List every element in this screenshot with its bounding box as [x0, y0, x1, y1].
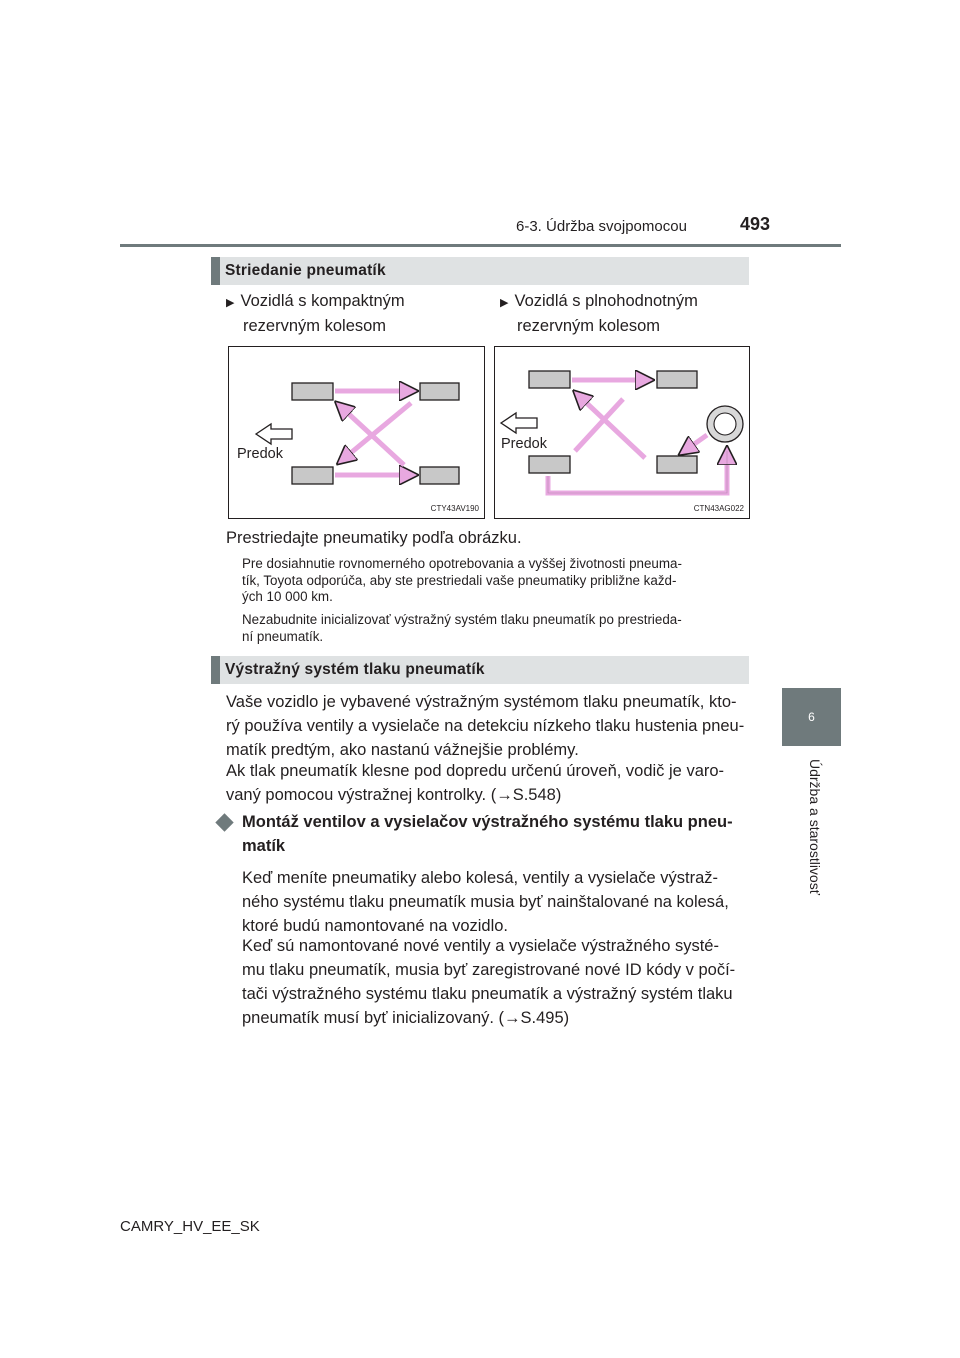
note-line: Nezabudnite inicializovať výstražný systém tlaku pneumatík po prestrieda- — [242, 612, 682, 627]
diagram-front-label: Predok — [501, 436, 547, 452]
tire-rear-right — [657, 456, 697, 473]
text-line: ktoré budú namontované na vozidlo. — [242, 917, 509, 935]
tire-rear-right — [420, 467, 459, 484]
tpms-subheading — [242, 810, 749, 858]
side-tab-number: 6 — [808, 710, 815, 724]
left-column-label-line2: rezervným kolesom — [243, 317, 387, 335]
front-direction-arrow-icon — [501, 413, 537, 433]
tpms-paragraph-1 — [226, 690, 749, 762]
tpms-paragraph-4 — [242, 934, 749, 1030]
text-line: ného systému tlaku pneumatík musia byť nainštalované na kolesá, — [242, 893, 729, 911]
left-column-label — [226, 290, 405, 338]
text-line: mu tlaku pneumatík, musia byť zaregistrované nové ID kódy v počí- — [242, 961, 736, 979]
text-line: tači výstražného systému tlaku pneumatík a výstražný systém tlaku — [242, 985, 733, 1003]
subheading-line: matík — [242, 837, 286, 855]
triangle-bullet-icon: ▶ — [500, 297, 509, 309]
front-direction-arrow-icon — [256, 424, 292, 444]
diagram-front-label: Predok — [237, 446, 283, 462]
tire-front-right — [420, 383, 459, 400]
tpms-paragraph-3 — [242, 866, 749, 938]
footer-code: CAMRY_HV_EE_SK — [120, 1218, 260, 1235]
side-tab-label — [808, 756, 822, 956]
right-column-label-line2: rezervným kolesom — [517, 317, 661, 335]
tire-front-left — [292, 383, 333, 400]
right-column-label — [500, 290, 698, 338]
side-tab — [782, 688, 841, 746]
section-heading-rotation — [211, 257, 749, 285]
note-line: Pre dosiahnutie rovnomerného opotrebovania a vyššej životnosti pneuma- — [242, 556, 682, 571]
note-line: tík, Toyota odporúča, aby ste prestriedali vaše pneumatiky približne každ- — [242, 572, 677, 588]
diagram-code: CTY43AV190 — [430, 504, 479, 513]
rotation-caption: Prestriedajte pneumatiky podľa obrázku. — [226, 529, 522, 547]
rotation-diagram-compact-spare — [228, 346, 485, 519]
rotation-note-2 — [242, 612, 749, 645]
text-line: matík predtým, ako nastanú vážnejšie problémy. — [226, 741, 579, 759]
right-column-label-line1: Vozidlá s plnohodnotným — [514, 292, 698, 310]
text-line: Vaše vozidlo je vybavené výstražným systémom tlaku pneumatík, kto- — [226, 693, 737, 711]
tpms-paragraph-2 — [226, 759, 749, 807]
rotation-diagram-full-svg — [495, 347, 749, 518]
subheading-line: Montáž ventilov a vysielačov výstražného systému tlaku pneu- — [242, 813, 733, 831]
tire-front-left — [529, 371, 570, 388]
section-heading-bar — [211, 656, 220, 684]
text-line: Keď sú namontované nové ventily a vysielače výstražného systé- — [242, 937, 719, 955]
text-line: vaný pomocou výstražnej kontrolky. (→S.548) — [226, 786, 562, 804]
header-rule — [120, 244, 841, 247]
section-heading-title: Výstražný systém tlaku pneumatík — [225, 661, 485, 678]
rotation-note-1 — [242, 556, 749, 606]
text-line: Keď meníte pneumatiky alebo kolesá, ventily a vysielače výstraž- — [242, 869, 719, 887]
section-heading-title: Striedanie pneumatík — [225, 262, 386, 279]
text-line: Ak tlak pneumatík klesne pod dopredu určenú úroveň, vodič je varo- — [226, 762, 725, 780]
diagram-code: CTN43AG022 — [693, 504, 744, 513]
header-section-title: 6-3. Údržba svojpomocou — [516, 218, 687, 235]
triangle-bullet-icon: ▶ — [226, 297, 235, 309]
side-tab-label-text: Údržba a starostlivosť — [807, 759, 823, 895]
tire-front-right — [657, 371, 697, 388]
diamond-bullet-icon — [215, 813, 233, 831]
section-heading-bar — [211, 257, 220, 285]
text-line: rý používa ventily a vysielače na detekciu nízkeho tlaku hustenia pneu- — [226, 717, 745, 735]
section-heading-tpms — [211, 656, 749, 684]
rotation-diagram-compact-svg — [229, 347, 484, 518]
rotation-diagram-full-spare — [494, 346, 750, 519]
note-line: ých 10 000 km. — [242, 589, 333, 604]
note-line: ní pneumatík. — [242, 628, 324, 644]
page-number: 493 — [740, 214, 771, 234]
tire-rear-left — [529, 456, 570, 473]
text-line: pneumatík musí byť inicializovaný. (→S.495) — [242, 1009, 570, 1027]
tire-rear-left — [292, 467, 333, 484]
spare-tire-icon — [707, 406, 743, 442]
left-column-label-line1: Vozidlá s kompaktným — [240, 292, 405, 310]
